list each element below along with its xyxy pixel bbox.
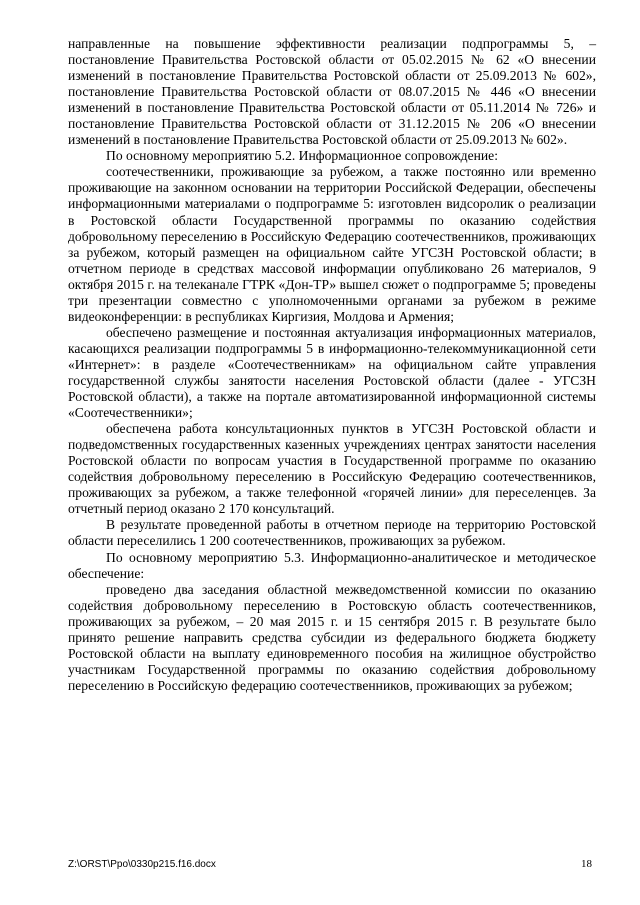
document-body bbox=[68, 36, 596, 694]
paragraph-continuation: направленные на повышение эффективности реализации подпрограммы 5, – постановление Правительства Ростовской области от 05.02.2015 № 62 «О внесении изменений в постановление Правительства Ростовской области от 25.09.2013 № 602», постановление Правительства Ростовской области от 08.07.2015 № 446 «О внесении изменений в постановление Правительства Ростовской области от 05.11.2014 № 726» и постановление Правительства Ростовской области от 31.12.2015 № 206 «О внесении изменений в постановление Правительства Ростовской области от 25.09.2013 № 602». bbox=[68, 36, 596, 148]
page-number: 18 bbox=[581, 858, 592, 870]
paragraph-measure-5-2-heading: По основному мероприятию 5.2. Информационное сопровождение: bbox=[106, 148, 498, 164]
paragraph-resettlement-result: В результате проведенной работы в отчетном периоде на территорию Ростовской области переселились 1 200 соотечественников, проживающих за рубежом. bbox=[68, 517, 596, 549]
paragraph-commission-meetings: проведено два заседания областной межведомственной комиссии по оказанию содействия добровольному переселению в Ростовскую область соотечественников, проживающих за рубежом, – 20 мая 2015 г. и 15 сентября 2015 г. В результате было принято решение направить средства субсидии из федерального бюджета бюджету Ростовской области на выплату единовременного пособия на жилищное обустройство участникам Государственной программы по оказанию содействия добровольному переселению в Российскую федерацию соотечественников, проживающих за рубежом; bbox=[68, 581, 596, 693]
paragraph-measure-5-3-heading: По основному мероприятию 5.3. Информационно-аналитическое и методическое обеспечение: bbox=[68, 549, 596, 581]
paragraph-consultation-points: обеспечена работа консультационных пунктов в УГСЗН Ростовской области и подведомственных государственных казенных учреждениях центрах занятости населения Ростовской области по вопросам участия в Государственной программе по оказанию содействия добровольному переселению в Российскую Федерацию соотечественников, проживающих за рубежом, а также телефонной «горячей линии» для переселенцев. За отчетный период оказано 2 170 консультаций. bbox=[68, 421, 596, 517]
footer-file-path: Z:\ORST\Ppo\0330p215.f16.docx bbox=[68, 859, 216, 870]
paragraph-info-materials: соотечественники, проживающие за рубежом, а также постоянно или временно проживающие на законном основании на территории Российской Федерации, обеспечены информационными материалами о подпрограмме 5: изготовлен видсоролик о реализации в Ростовской области Государственной программы по оказанию содействия добровольному переселению в Российскую Федерацию соотечественников, проживающих за рубежом, который размещен на официальном сайте УГСЗН Ростовской области; в отчетном периоде в средствах массовой информации опубликовано 26 материалов, 9 октября 2015 г. на телеканале ГТРК «Дон-ТР» вышел сюжет о подпрограмме 5; проведены три презентации совместно с уполномоченными органами за рубежом в режиме видеоконференции: в республиках Киргизия, Молдова и Армения; bbox=[68, 164, 596, 324]
paragraph-internet-placement: обеспечено размещение и постоянная актуализация информационных материалов, касающихся реализации подпрограммы 5 в информационно-телекоммуникационной сети «Интернет»: в разделе «Соотечественникам» на официальном сайте управления государственной службы занятости населения Ростовской области (далее - УГСЗН Ростовской области), а также на портале автоматизированной информационной системы «Соотечественники»; bbox=[68, 324, 596, 421]
